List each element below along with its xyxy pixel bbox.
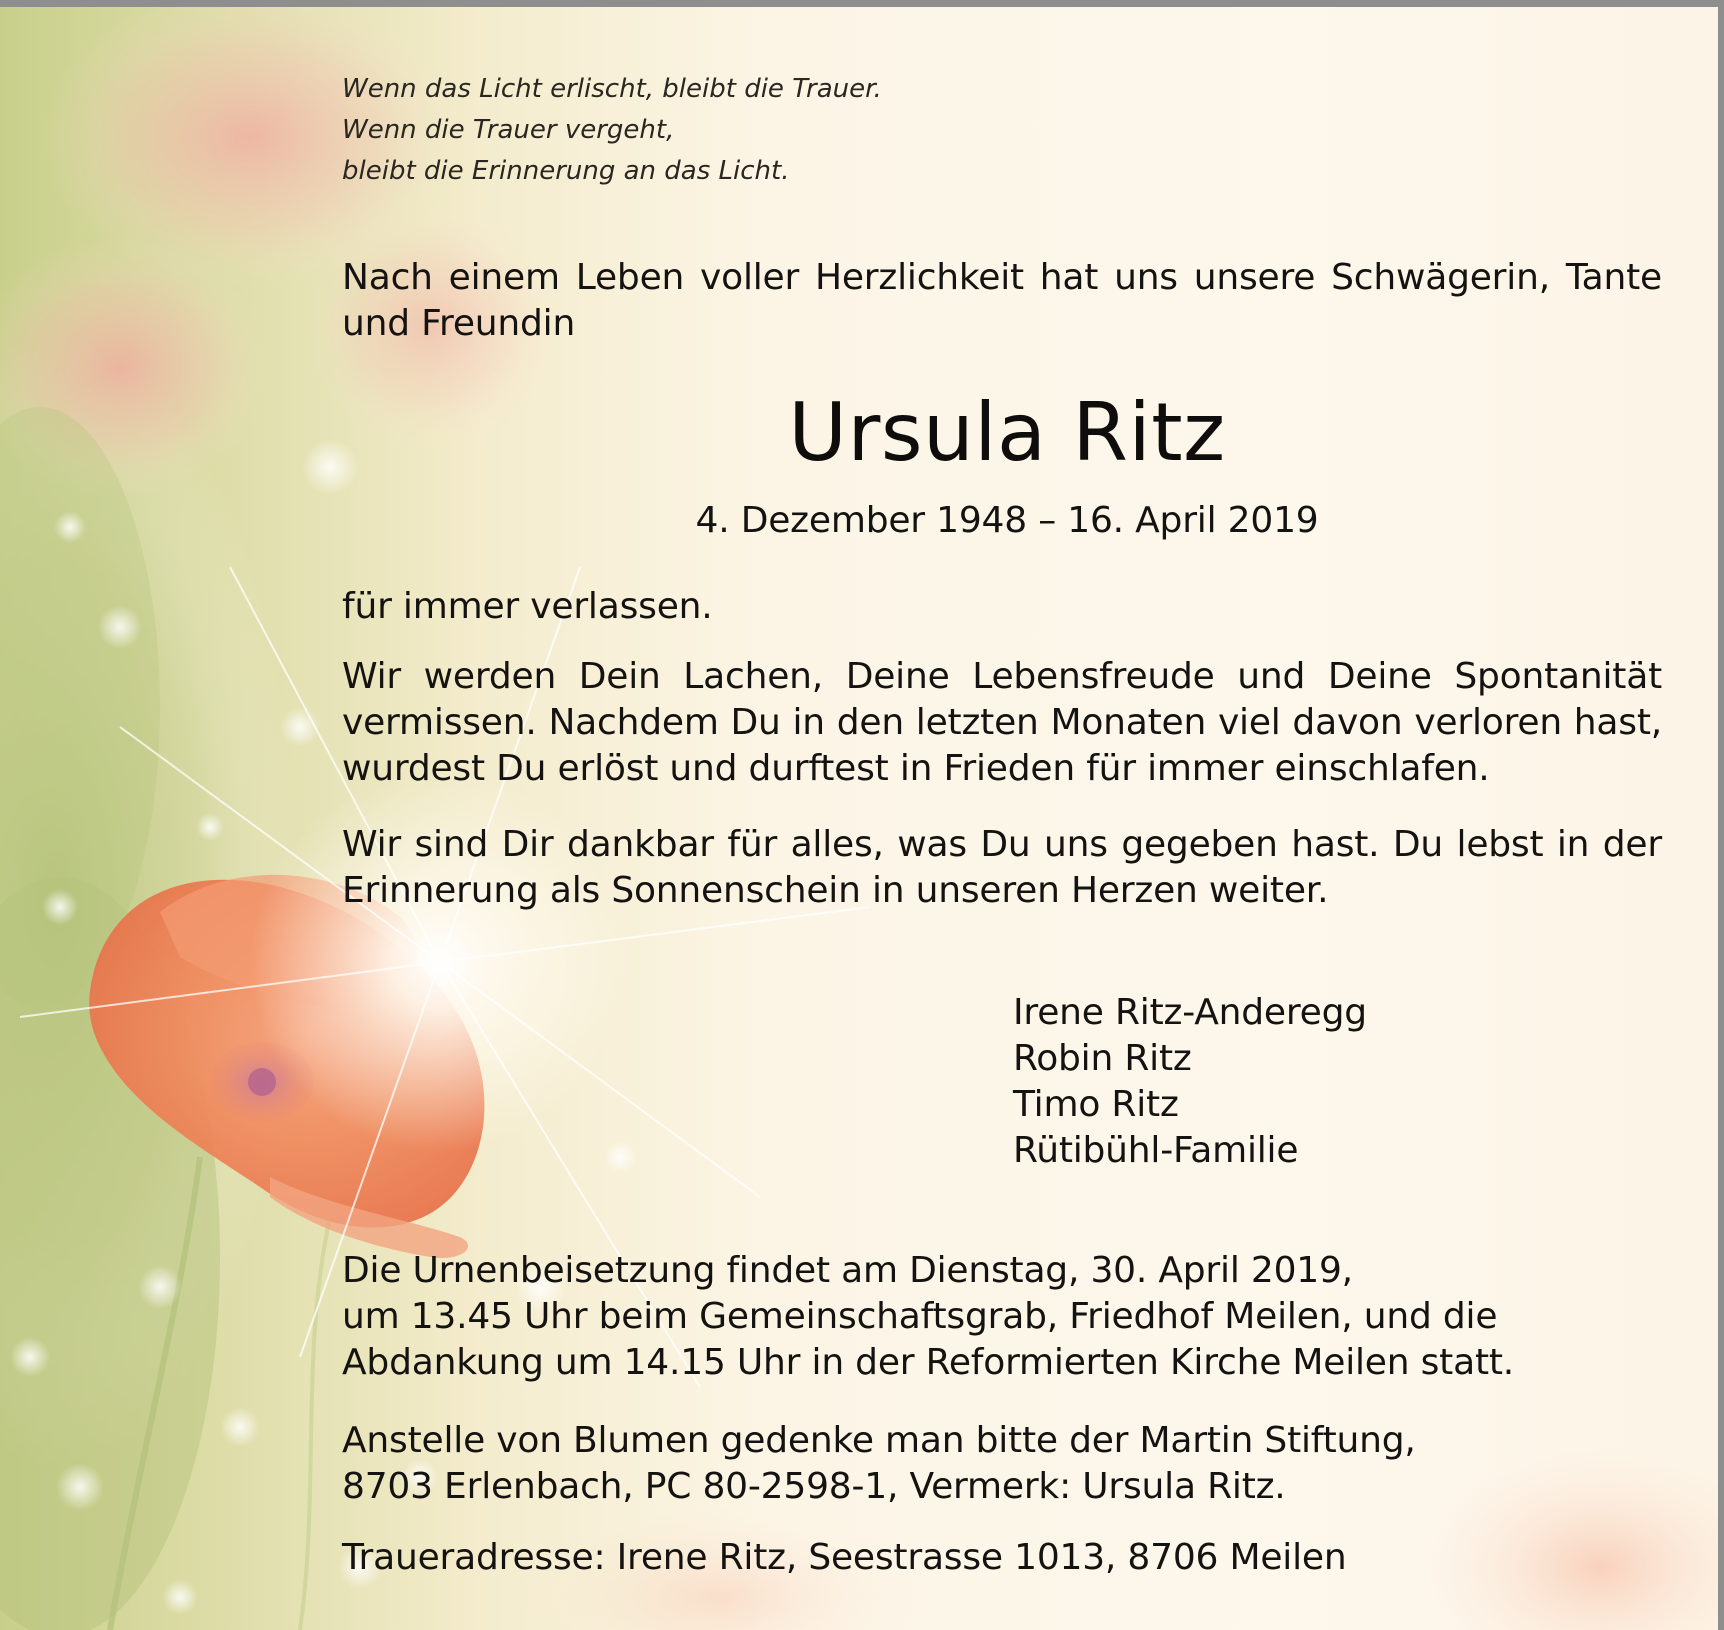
donation-info xyxy=(342,1418,1672,1510)
poem-line: bleibt die Erinnerung an das Licht. xyxy=(342,156,790,186)
deceased-name: Ursula Ritz xyxy=(788,386,1226,479)
signatories xyxy=(1013,990,1367,1174)
signatory: Rütibühl-Familie xyxy=(1013,1130,1299,1171)
poem-line: Wenn die Trauer vergeht, xyxy=(342,115,675,145)
donation-line: 8703 Erlenbach, PC 80-2598-1, Vermerk: Ursula Ritz. xyxy=(342,1466,1286,1507)
notice-text xyxy=(0,7,1724,1630)
ceremony-line: Die Urnenbeisetzung findet am Dienstag, 30. April 2019, xyxy=(342,1250,1353,1291)
donation-line: Anstelle von Blumen gedenke man bitte der Martin Stiftung, xyxy=(342,1420,1416,1461)
signatory: Timo Ritz xyxy=(1013,1084,1179,1125)
intro-text: Nach einem Leben voller Herzlichkeit hat uns unsere Schwägerin, Tante und Freundin xyxy=(342,257,1662,344)
paragraph-miss: Wir werden Dein Lachen, Deine Lebensfreude und Deine Spontanität vermissen. Nachdem Du in den letzten Monaten viel davon verloren hast, wurdest Du erlöst und durftest in Frieden für immer einschlafen. xyxy=(342,656,1662,789)
ceremony-info xyxy=(342,1248,1672,1386)
left-text: für immer verlassen. xyxy=(342,586,713,627)
life-dates: 4. Dezember 1948 – 16. April 2019 xyxy=(695,500,1319,541)
signatory: Irene Ritz-Anderegg xyxy=(1013,992,1367,1033)
ceremony-line: um 13.45 Uhr beim Gemeinschaftsgrab, Friedhof Meilen, und die xyxy=(342,1296,1498,1337)
ceremony-line: Abdankung um 14.15 Uhr in der Reformierten Kirche Meilen statt. xyxy=(342,1342,1515,1383)
poem xyxy=(342,69,1242,192)
paragraph-thanks: Wir sind Dir dankbar für alles, was Du uns gegeben hast. Du lebst in der Erinnerung als Sonnenschein in unseren Herzen weiter. xyxy=(342,824,1662,911)
address-line: Traueradresse: Irene Ritz, Seestrasse 1013, 8706 Meilen xyxy=(342,1537,1347,1578)
mourning-address xyxy=(342,1535,1672,1581)
signatory: Robin Ritz xyxy=(1013,1038,1192,1079)
poem-line: Wenn das Licht erlischt, bleibt die Trauer. xyxy=(342,74,882,104)
